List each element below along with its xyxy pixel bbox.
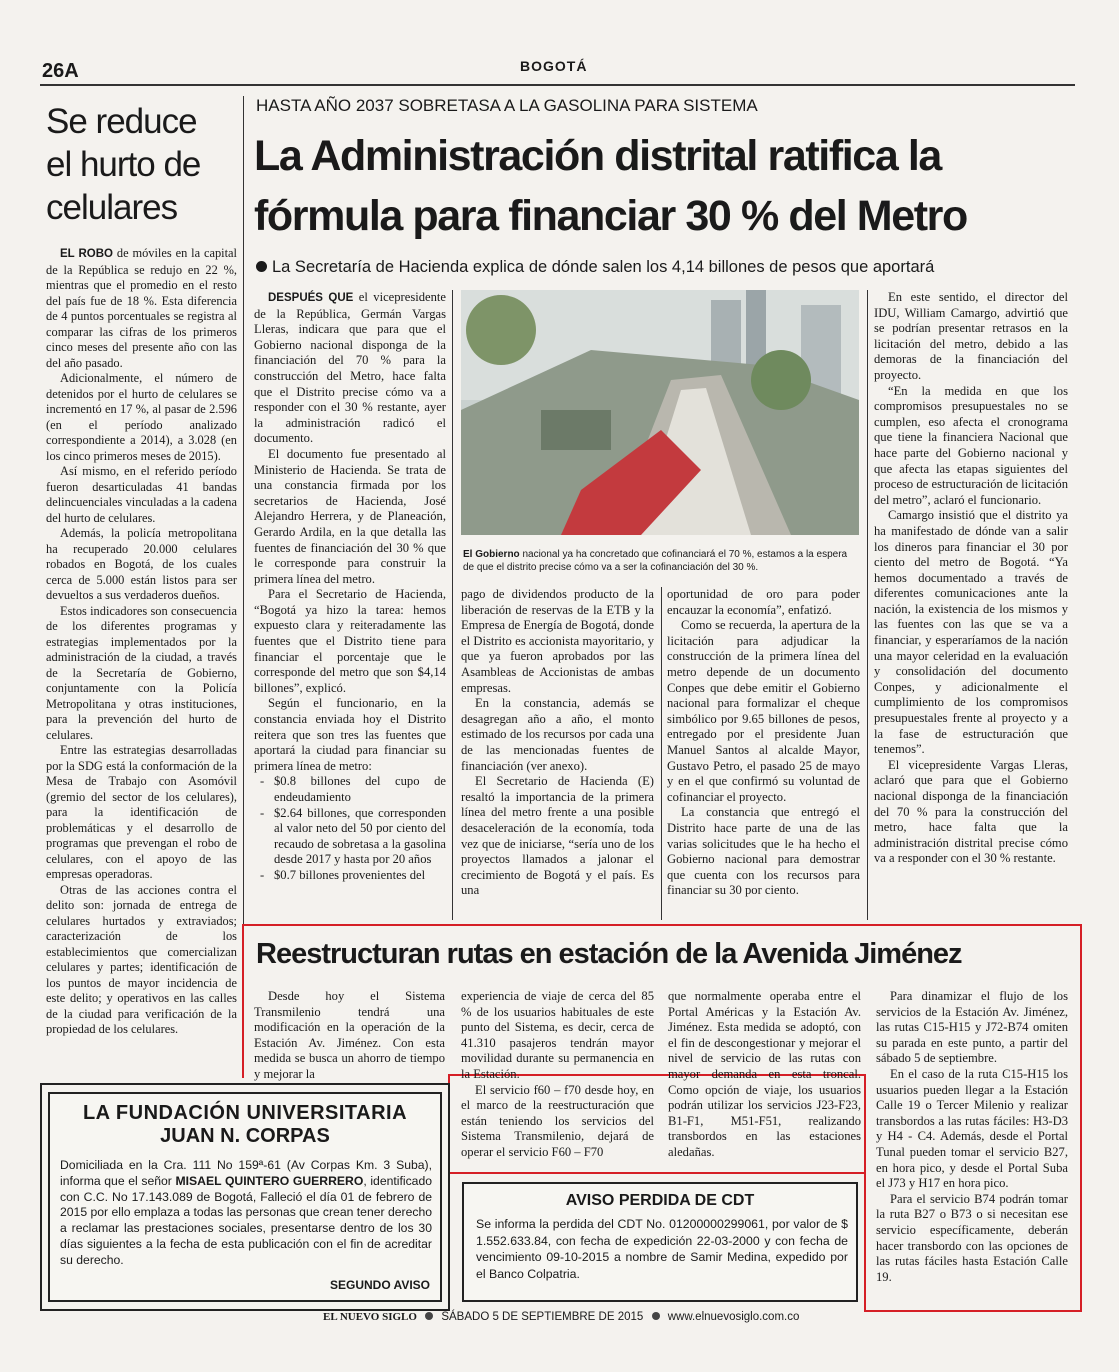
paragraph bbox=[461, 587, 654, 696]
ad-corpas-title-1: LA FUNDACIÓN UNIVERSITARIA bbox=[82, 1102, 408, 1124]
second-headline: Reestructuran rutas en estación de la Avenida Jiménez bbox=[256, 938, 962, 970]
list-item: - $0.8 billones del cupo de endeudamiento bbox=[254, 774, 446, 805]
paragraph bbox=[667, 618, 860, 805]
footer-dot-icon bbox=[652, 1312, 660, 1320]
ad-corpas-body bbox=[60, 1158, 432, 1269]
footer-dot-icon bbox=[425, 1312, 433, 1320]
subheadline-text: La Secretaría de Hacienda explica de dónde salen los 4,14 billones de pesos que aportará bbox=[272, 258, 935, 276]
main-headline: La Administración distrital ratifica la fórmula para financiar 30 % del Metro bbox=[254, 132, 967, 240]
main-subheadline bbox=[256, 258, 1071, 277]
paragraph: En el caso de la ruta C15-H15 los usuarios pueden llegar a la Estación Calle 19 o Tercer Milenio y realizar transbordos a las rutas fáciles: H3-D3 y H4 - C4. Además, desde el Portal Tunal pueden tomar el servicio B27, en hora pico, y desde el Portal Suba el J73 y H17 en hora pico. bbox=[876, 1066, 1068, 1191]
paragraph bbox=[46, 526, 237, 604]
list-item: - $2.64 billones, que corresponden al valor neto del 50 por ciento del recaudo de sobretasa a la gasolina desde 2017 y hasta por 20 años bbox=[254, 806, 446, 868]
paragraph bbox=[874, 384, 1068, 509]
footer-date: SÁBADO 5 DE SEPTIEMBRE DE 2015 bbox=[441, 1311, 644, 1323]
sidebar-body bbox=[46, 246, 237, 1038]
paragraph bbox=[254, 447, 446, 587]
metro-illustration bbox=[461, 290, 859, 535]
second-column-2 bbox=[461, 989, 654, 1161]
paragraph: Para dinamizar el flujo de los servicios de la Estación Av. Jiménez, las rutas C15-H15 y J72-B74 omiten su parada en este punto, a partir del sábado 5 de septiembre. bbox=[876, 989, 1068, 1066]
highlight-connector-h bbox=[448, 1172, 866, 1174]
bullet-icon bbox=[256, 261, 267, 272]
photo-caption bbox=[463, 548, 859, 574]
paragraph bbox=[46, 883, 237, 1038]
paragraph-text: El documento fue presentado al Ministerio de Hacienda. Se trata de una constancia firmada por los secretarios de Hacienda, José Alejandro Herrera, y de Planeación, Gerardo Ardila, en la que detalla las fuentes de financiación del 30 % que le corresponde para construir la primera línea del metro. bbox=[254, 446, 446, 586]
paragraph-text: Además, la policía metropolitana ha recuperado 20.000 celulares robados en Bogotá, de los cuales cerca de 5.000 están listos para ser devueltos a sus verdaderos dueños. bbox=[46, 526, 237, 602]
footer-paper: EL NUEVO SIGLO bbox=[323, 1311, 417, 1323]
main-kicker: HASTA AÑO 2037 SOBRETASA A LA GASOLINA PARA SISTEMA bbox=[256, 96, 758, 115]
paragraph-text: pago de dividendos producto de la liberación de reservas de la ETB y la Empresa de Energía de Bogotá, donde el Distrito es accionista mayoritario, y que ya fueron aprobados por las Asambleas de Accionistas de ambas empresas. bbox=[461, 587, 654, 695]
ad-corpas-footer: SEGUNDO AVISO bbox=[329, 1278, 430, 1292]
paragraph bbox=[254, 290, 446, 447]
ad-corpas-name: MISAEL QUINTERO GUERRERO bbox=[175, 1173, 364, 1188]
ad-corpas-body-a: Domiciliada en la Cra. 111 No 159ª-61 (Av Corpas Km. 3 Suba), informa que el señor bbox=[60, 1158, 432, 1188]
section-label: BOGOTÁ bbox=[520, 58, 588, 74]
paragraph bbox=[667, 805, 860, 899]
column-divider bbox=[867, 290, 868, 920]
paragraph: experiencia de viaje de cerca del 85 % de los usuarios habituales de este punto del Sistema, es decir, cerca de 41.310 pasajeros tendrán mayor movilidad durante su permanencia en la Estación. bbox=[461, 989, 654, 1081]
funding-sources-list bbox=[254, 774, 446, 883]
metro-photo bbox=[461, 290, 859, 535]
paragraph-text: Adicionalmente, el número de detenidos por el hurto de celulares se incrementó en 17 %, al pasar de 2.596 (en el período analizado correspondiente a 2014), a 3.028 (en los cinco primeros meses de 2015). bbox=[46, 371, 237, 463]
ad-cdt bbox=[462, 1182, 858, 1302]
paragraph-text: Otras de las acciones contra el delito son: jornada de entrega de celulares hurtados y extraviados; caracterización de los establecimientos que comercializan celulares y partes; identificación de los puntos de mayor incidencia de este delito; y operativos en las calles de la ciudad para verificación de la propiedad de los celulares. bbox=[46, 882, 237, 1036]
ad-corpas-body-b: , identificado con C.C. No 17.143.089 de Bogotá, Falleció el día 01 de febrero de 2015 por ello emplaza a todas las personas que crean tener derecho a reclamar las prestaciones sociales, presentarse dentro de los 30 días siguientes a la fecha de esta publicación con el fin de acreditar su derecho. bbox=[60, 1173, 433, 1267]
caption-lead: El Gobierno bbox=[463, 549, 520, 560]
second-column-3 bbox=[668, 989, 861, 1161]
main-column-1 bbox=[254, 290, 446, 884]
paragraph-lead: EL ROBO bbox=[60, 248, 113, 260]
paragraph-lead: DESPUÉS QUE bbox=[268, 292, 354, 304]
paragraph-text: Como se recuerda, la apertura de la licitación para adjudicar la construcción de la primera línea del metro depende de un documento Conpes que debe emitir el Gobierno nacional para formalizar el cheque simbólico por 9.65 billones de pesos, entregado por el presidente Juan Manuel Santos al alcalde Mayor, Gustavo Petro, el pasado 25 de mayo y en el que confirmó su voluntad de cofinanciar el proyecto. bbox=[667, 618, 860, 804]
paragraph-text: Así mismo, en el referido período fueron desarticuladas 41 bandas delincuenciales vinculadas a la cadena del hurto de celulares. bbox=[46, 464, 237, 525]
paragraph-text: de móviles en la capital de la República se redujo en 22 %, mientras que el promedio en el resto del país fue de 18 %. Esta diferencia de 4 puntos porcentuales se registra al comparar las cifras de los primeros cinco meses del presente año con las del año pasado. bbox=[46, 246, 237, 370]
paragraph bbox=[874, 758, 1068, 867]
paragraph-text: El Secretario de Hacienda (E) resaltó la importancia de la primera línea del metro frente a una posible desaceleración de la economía, toda vez que de iniciarse, “sería uno de los proyectos llamados a jalonar el crecimiento de Bogotá y el país. Es una bbox=[461, 774, 654, 898]
list-item: - $0.7 billones provenientes del bbox=[254, 868, 446, 884]
paragraph bbox=[461, 774, 654, 899]
paragraph bbox=[461, 696, 654, 774]
main-column-3 bbox=[667, 587, 860, 899]
paragraph bbox=[46, 743, 237, 883]
paragraph: Para el servicio B74 podrán tomar la ruta B27 o B73 o si necesitan ese servicio específicamente, deberán hacer transbordo con las opciones de las rutas fáciles hasta Estación Calle 19. bbox=[876, 1191, 1068, 1284]
paragraph-text: El vicepresidente Vargas Lleras, aclaró que para que el Gobierno nacional disponga de la financiación del 70 % para la construcción del metro, hace falta que la administración distrital precise cómo va a responder con el 30 % restante. bbox=[874, 757, 1068, 866]
ad-corpas bbox=[48, 1092, 442, 1302]
paragraph bbox=[874, 508, 1068, 758]
page-number: 26A bbox=[42, 60, 79, 82]
second-column-4 bbox=[876, 989, 1068, 1285]
ad-cdt-body: Se informa la perdida del CDT No. 01200000299061, por valor de $ 1.552.633.84, con fecha de expedición 22-03-2000 y con fecha de vencimiento 09-10-2015 a nombre de Samir Medina, expedido por el Banco Colpatria. bbox=[476, 1217, 848, 1281]
main-column-4 bbox=[874, 290, 1068, 867]
paragraph: El servicio f60 – f70 desde hoy, en el marco de la reestructuración que están teniendo los servicios del Sistema Transmilenio, dejará de operar el servicio F60 – F70 bbox=[461, 1082, 654, 1159]
column-divider bbox=[661, 587, 662, 920]
second-col1-text: Desde hoy el Sistema Transmilenio tendrá una modificación en la operación de la Estación Av. Jiménez. Con esta medida se busca un ahorro de tiempo y mejorar la bbox=[254, 989, 445, 1081]
paragraph-text: oportunidad de oro para poder encauzar la economía”, enfatizó. bbox=[667, 587, 860, 617]
paragraph bbox=[254, 587, 446, 696]
paragraph bbox=[667, 587, 860, 618]
sidebar-title: Se reduce el hurto de celulares bbox=[46, 102, 201, 227]
paragraph-text: Estos indicadores son consecuencia de los diferentes programas y estrategias implementados por la administración de la ciudad, a través de la Secretaría de Gobierno, conjuntamente con la Policía Metropolitana y otras instituciones, para la prevención del hurto de celulares. bbox=[46, 603, 237, 742]
page-footer bbox=[323, 1311, 799, 1323]
paragraph-text: Según el funcionario, en la constancia enviada hoy el Distrito reitera que son tres las fuentes que aportará la ciudad para financiar su primera línea de metro: bbox=[254, 696, 446, 773]
second-col3-text: que normalmente operaba entre el Portal Américas y la Estación Av. Jiménez. Esta medida se adoptó, con el fin de descongestionar y mejorar el nivel de servicio de las rutas con mayor demanda en esta troncal. Como opción de viaje, los usuarios podrán utilizar los servicios J23-F23, B1-F1, M51-F51, realizando transbordos en las estaciones aledañas. bbox=[668, 989, 861, 1159]
paragraph-text: el vicepresidente de la República, Germán Vargas Lleras, indicara que para que el Gobierno nacional disponga de la financiación del 70 % para la construcción del Metro, hace falta que el Distrito precise cómo va a responder con el 30 % restante, ayer la administración radicó el documento. bbox=[254, 290, 446, 446]
paragraph bbox=[46, 604, 237, 744]
paragraph bbox=[874, 290, 1068, 384]
paragraph-text: Camargo insistió que el distrito ya ha manifestado de dónde van a salir los dineros para financiar el 30 por ciento del metro de Bogotá. “Ya hemos documentado a través de diferentes comunicaciones ante la nación, la existencia de los mismos y las fuentes con las que se va a financiar, y esperaríamos de la nación una mayor celeridad en la evaluación y consolidación del documento Conpes, y adicionalmente el cumplimiento de los compromisos presupuestales frente al proyecto y a la fase de estructuración que tenemos”. bbox=[874, 508, 1068, 757]
column-divider bbox=[452, 290, 453, 920]
ad-cdt-title: AVISO PERDIDA DE CDT bbox=[565, 1192, 755, 1209]
paragraph-text: La constancia que entregó el Distrito hace parte de una de las varias solicitudes que le ha hecho el Gobierno nacional para demostrar que cuenta con los recursos para financiar su 30 por ciento. bbox=[667, 805, 860, 898]
paragraph bbox=[46, 464, 237, 526]
paragraph bbox=[254, 696, 446, 774]
paragraph-text: Entre las estrategias desarrolladas por la SDG está la conformación de la Mesa de Trabajo con Asomóvil (gremio del sector de los celulares), para la identificación de problemáticas y el desarrollo de programas que prevengan el robo de celulares, con el apoyo de las empresas operadoras. bbox=[46, 743, 237, 881]
paragraph-text: Para el Secretario de Hacienda, “Bogotá ya hizo la tarea: hemos expuesto clara y reiteradamente las fuentes que el Distrito tiene para financiar el porcentaje que le corresponde del metro que son $4,14 billones”, explicó. bbox=[254, 587, 446, 695]
second-column-1 bbox=[254, 989, 445, 1083]
header-rule bbox=[40, 84, 1075, 86]
ad-corpas-title-2: JUAN N. CORPAS bbox=[160, 1125, 330, 1147]
paragraph bbox=[46, 246, 237, 371]
main-column-2 bbox=[461, 587, 654, 899]
footer-url[interactable]: www.elnuevosiglo.com.co bbox=[667, 1311, 800, 1323]
caption-text: nacional ya ha concretado que cofinanciará el 70 %, estamos a la espera de que el distrito precise cómo va a ser la cofinanciación del 30 %. bbox=[463, 549, 848, 573]
paragraph-text: “En la medida en que los compromisos presupuestales no se cumplen, eso afecta el cronograma que tiene la financiera Nacional que hace parte del Gobierno nacional y que afecta las etapas siguientes del proceso de estructuración de licitación del metro”, aclaró el funcionario. bbox=[874, 383, 1068, 507]
paragraph-text: En la constancia, además se desagregan año a año, el monto estimado de los recursos por cada una de las mencionadas fuentes de financiación (ver anexo). bbox=[461, 696, 654, 773]
paragraph bbox=[46, 371, 237, 464]
paragraph-text: En este sentido, el director del IDU, William Camargo, advirtió que se podrían presentar retrasos en la licitación del metro, debido a las demoras de la financiación del proyecto. bbox=[874, 290, 1068, 382]
